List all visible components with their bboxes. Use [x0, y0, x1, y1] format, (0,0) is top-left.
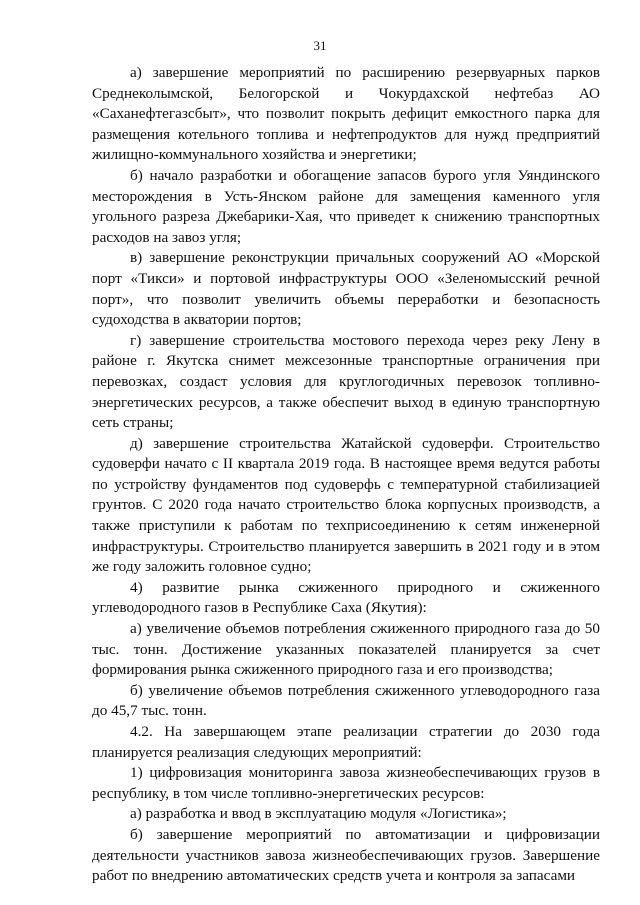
paragraph-item-b-coal-deposit: б) начало разработки и обогащение запасов бурого угля Уяндинского месторождения в Усть-Янском районе для замещения каменного угля угольного разреза Джебарики-Хая, что приведет к снижению транспортных расходов на завоз угля;	[92, 166, 600, 246]
paragraph-section-4-2: 4.2. На завершающем этапе реализации стратегии до 2030 года планируется реализация следующих мероприятий:	[92, 723, 600, 761]
paragraph-item-d-shipyard: д) завершение строительства Жатайской судоверфи. Строительство судоверфи начато с II квартала 2019 года. В настоящее время ведутся работы по устройству фундаментов под судоверфь с температурной стабилизацией грунтов. С 2020 года начато строительство блока корпусных производств, а также приступили к работам по техприсоединению к сетям инженерной инфраструктуры. Строительство планируется завершить в 2021 году и в этом же году заложить головное судно;	[92, 434, 600, 576]
paragraph-item-1-digitalization: 1) цифровизация мониторинга завоза жизнеобеспечивающих грузов в республику, в том числе топливно-энергетических ресурсов:	[92, 764, 600, 802]
document-body	[92, 63, 600, 887]
paragraph-item-4-gas-market: 4) развитие рынка сжиженного природного и сжиженного углеводородного газов в Республике Саха (Якутия):	[92, 578, 600, 617]
page-number: 31	[313, 38, 327, 53]
paragraph-item-a-logistics-module: а) разработка и ввод в эксплуатацию модуля «Логистика»;	[130, 805, 507, 823]
paragraph-item-g-lena-bridge: г) завершение строительства мостового перехода через реку Лену в районе г. Якутска снимет межсезонные транспортные ограничения при перевозках, создаст условия для круглогодичных перевозок топливно-энергетических ресурсов, а также обеспечит выход в единую транспортную сеть страны;	[92, 331, 600, 432]
paragraph-item-b-lpg: б) увеличение объемов потребления сжиженного углеводородного газа до 45,7 тыс. тонн.	[92, 681, 600, 720]
paragraph-item-a-lng: а) увеличение объемов потребления сжиженного природного газа до 50 тыс. тонн. Достижение указанных показателей планируется за счет формирования рынка сжиженного природного газа и его производства;	[92, 620, 600, 679]
paragraph-item-v-port-reconstruction: в) завершение реконструкции причальных сооружений АО «Морской порт «Тикси» и портовой инфраструктуры ООО «Зеленомысский речной порт», что позволит увеличить объемы переработки и безопасность судоходства в акватории портов;	[92, 249, 600, 329]
paragraph-item-a-tank-farms: а) завершение мероприятий по расширению резервуарных парков Среднеколымской, Белогорской и Чокурдахской нефтебаз АО «Саханефтегазсбыт», что позволит покрыть дефицит емкостного парка для размещения котельного топлива и нефтепродуктов для нужд предприятий жилищно-коммунального хозяйства и энергетики;	[92, 64, 600, 164]
paragraph-item-b-automation: б) завершение мероприятий по автоматизации и цифровизации деятельности участников завоза жизнеобеспечивающих грузов. Завершение работ по внедрению автоматических средств учета и контроля за запасами	[92, 825, 600, 885]
